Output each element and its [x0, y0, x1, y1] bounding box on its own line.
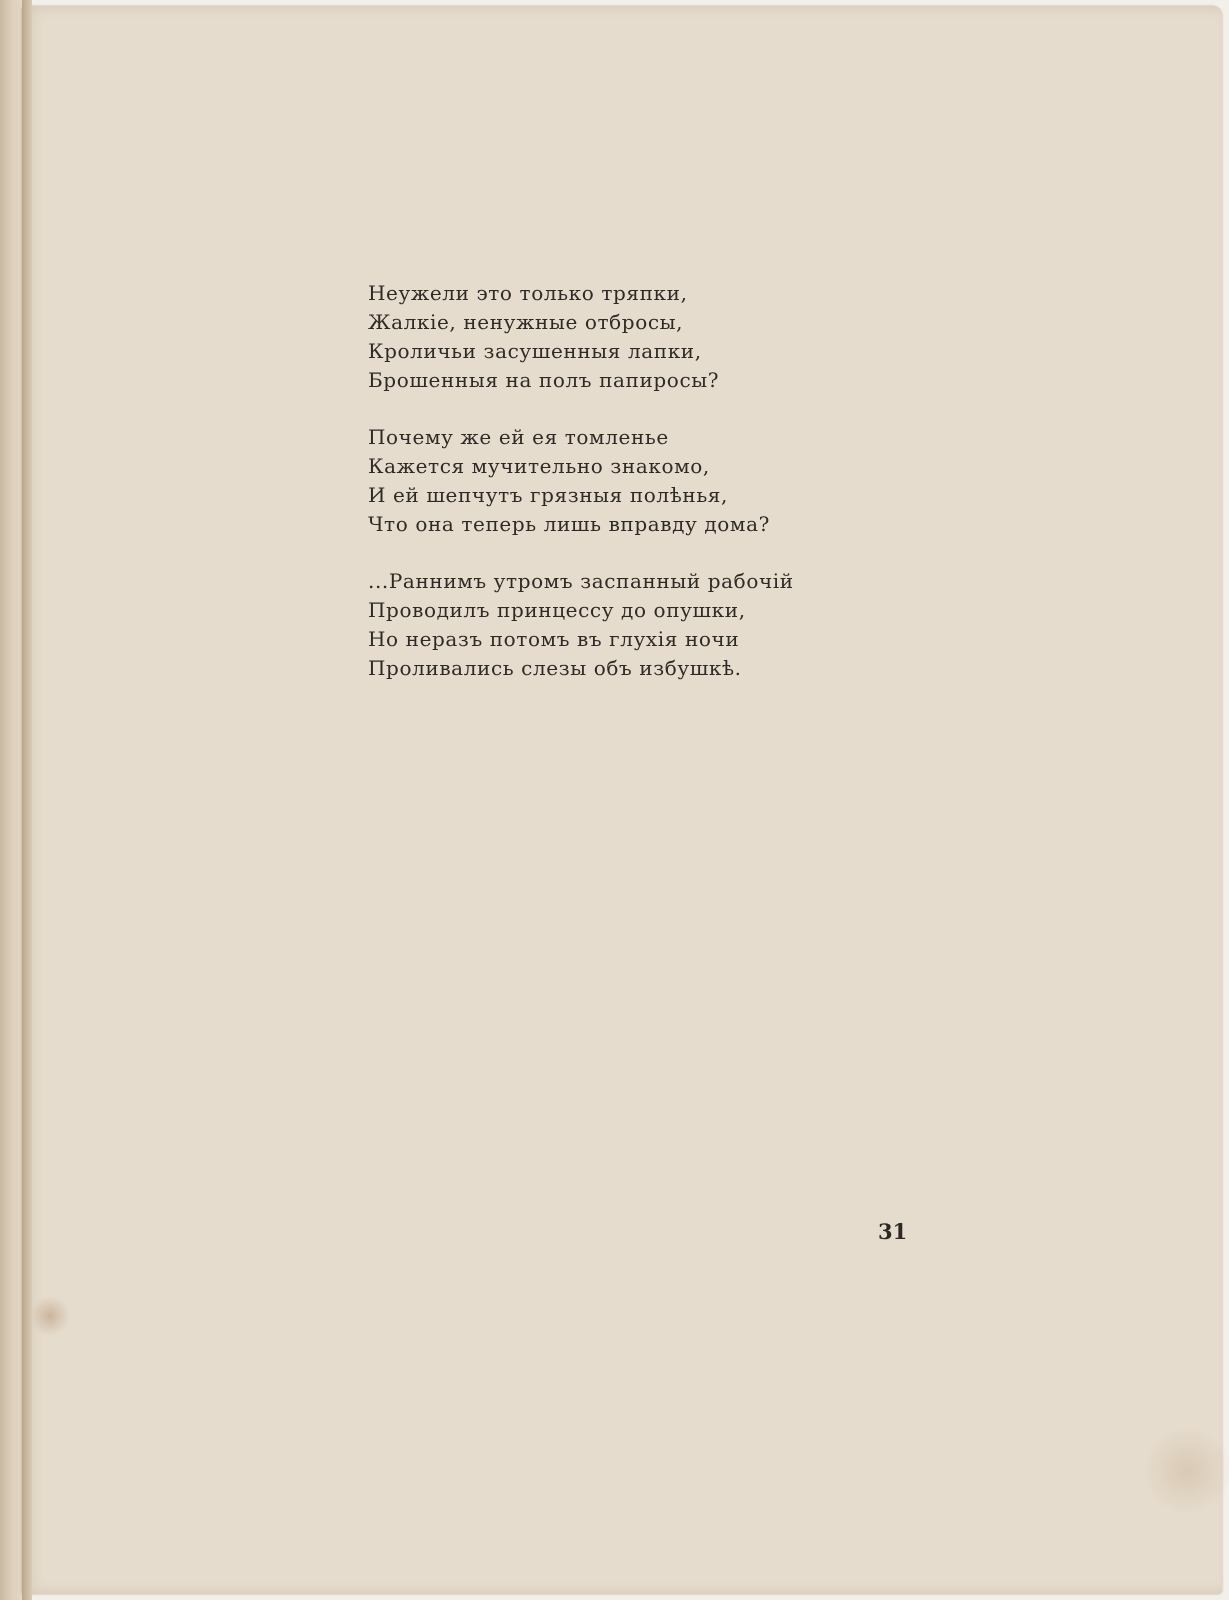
binding-spine	[22, 0, 32, 1600]
stanza-3	[368, 567, 794, 683]
poem-line: Почему же ей ея томленье	[368, 425, 669, 449]
poem-line: Кажется мучительно знакомо,	[368, 454, 710, 478]
stanza-1	[368, 279, 794, 395]
book-page	[22, 6, 1222, 1594]
poem-line: Проливались слезы объ избушкѣ.	[368, 656, 742, 680]
page-number: 31	[878, 1219, 908, 1244]
poem-line: Проводилъ принцессу до опушки,	[368, 598, 746, 622]
poem-line: Что она теперь лишь вправду дома?	[368, 512, 770, 536]
poem-line: Неужели это только тряпки,	[368, 281, 688, 305]
stanza-2	[368, 423, 794, 539]
poem-line: И ей шепчутъ грязныя полѣнья,	[368, 483, 728, 507]
poem-line: Но неразъ потомъ въ глухія ночи	[368, 627, 740, 651]
poem-line: Кроличьи засушенныя лапки,	[368, 339, 702, 363]
poem-line: ...Раннимъ утромъ заспанный рабочій	[368, 569, 794, 593]
poem-line: Жалкіе, ненужные отбросы,	[368, 310, 684, 334]
paper-stain	[30, 1296, 70, 1336]
paper-stain	[1142, 1426, 1229, 1516]
poem-line: Брошенныя на полъ папиросы?	[368, 368, 720, 392]
poem	[368, 279, 794, 711]
